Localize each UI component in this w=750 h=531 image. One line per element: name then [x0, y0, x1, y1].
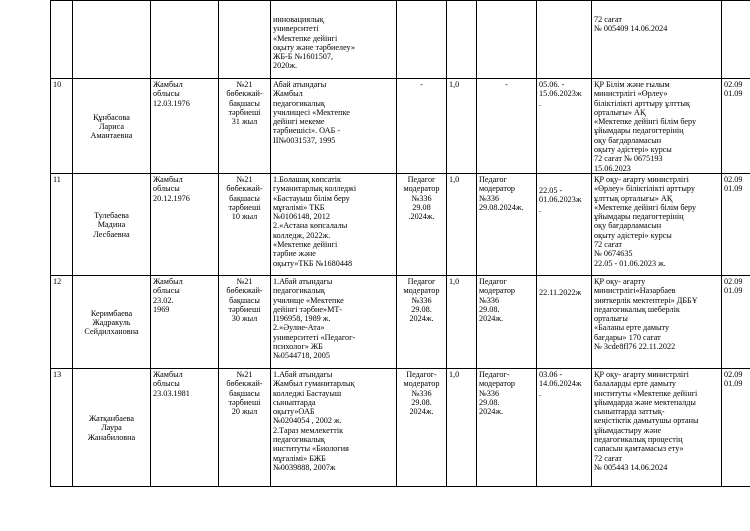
staff-table [50, 0, 750, 487]
moderator-category: Педагог- модератор №336 29.08. 2024ж. [477, 368, 537, 486]
moderator-category [477, 1, 537, 79]
extra-date: 02.09 01.09 [722, 368, 750, 486]
moderator-category: Педагог модератор №336 29.08.2024ж. [477, 173, 537, 275]
table-row [51, 79, 750, 174]
birth-info: Жамбыл облысы 23.02. 1969 [151, 275, 219, 368]
birth-info: Жамбыл облысы 12.03.1976 [151, 79, 219, 174]
employee-name: Жатқанбаева Лаура Жанабиловна [73, 368, 151, 486]
education-info: 1.Абай атындағы Жамбыл гуманитарлық колледжі Бастауыш сыныптарда оқыту»ОАБ №0204054 , 2002 ж. 2.Тараз мемлекеттік педагогикалық институты «Биология мұғалімі» БЖБ №0039888, 2007ж [271, 368, 397, 486]
course-info: ҚР Білім және ғылым министрлігі «Өрлеу» біліктілікті арттыру ұлттық орталығы» АҚ «Мектепке дейінгі білім беру ұйымдары педагогтерінің оқу бағдарламасын оқыту әдістері» курсы 72 сағат № 0675193 15.06.2023 [592, 79, 722, 174]
table-row [51, 368, 750, 486]
row-number: 10 [51, 79, 73, 174]
row-number: 13 [51, 368, 73, 486]
employee-name [73, 1, 151, 79]
table-row [51, 275, 750, 368]
moderator-category: - [477, 79, 537, 174]
education-info: инновациялық университеті «Мектепке дейінгі оқыту және тәрбиелеу» ЖБ-Б №1601507, 2020ж. [271, 1, 397, 79]
course-info: ҚР оқу- ағарту министрлігі балаларды ерте дамыту институты «Мектепке дейінгі ұйымдарда және мектепалды сыныптарда заттық- кеңістіктік дамытушы ортаны ұйымдастыру және педагогикалық процестің сапасын қамтамасыз ету» 72 сағат № 005443 14.06.2024 [592, 368, 722, 486]
category: Педагог модератор №336 29.08. 2024ж. [397, 275, 447, 368]
course-period: 03.06 - 14.06.2024ж . [537, 368, 592, 486]
table-row [51, 173, 750, 275]
extra-date: 02.09 01.09 [722, 79, 750, 174]
course-period: 22.05 - 01.06.2023ж . [537, 173, 592, 275]
course-period [537, 1, 592, 79]
category: - [397, 79, 447, 174]
category: Педагог модератор №336 29.08 .2024ж. [397, 173, 447, 275]
table-row [51, 1, 750, 79]
course-info: ҚР оқу- ағарту министрлігі «Өрлеу» біліктілікті арттыру ұлттық орталығы» АҚ «Мектепке дейінгі білім беру ұйымдары педагогтерінің оқу бағдарламасын оқыту әдістері» курсы 72 сағат № 0674635 22.05 - 01.06.2023 ж. [592, 173, 722, 275]
rate: 1,0 [447, 275, 477, 368]
workplace-info: №21 бөбекжай- бақшасы тәрбиеші 31 жыл [219, 79, 271, 174]
education-info: 1.Болашақ көпсатік гуманитарлық колледжі «Бастауыш білім беру мұғалімі» ТКБ №0106148, 2012 2.«Астана көпсалалы колледж, 2022ж. «Мектепке дейінгі тәрбие және оқыту»ТКБ №1680448 [271, 173, 397, 275]
extra-date: 02.09 01.09 [722, 275, 750, 368]
birth-info: Жамбыл облысы 23.03.1981 [151, 368, 219, 486]
rate [447, 1, 477, 79]
extra-date [722, 1, 750, 79]
education-info: 1.Абай атындағы педагогикалық училище «Мектепке дейінгі тәрбие»МТ- I196958, 1989 ж. 2.«Әулие-Ата» университеті «Педагог- психолог» ЖБ №0544718, 2005 [271, 275, 397, 368]
category [397, 1, 447, 79]
course-info: 72 сағат № 005409 14.06.2024 [592, 1, 722, 79]
employee-name: Тулебаева Мадина Лесбаевна [73, 173, 151, 275]
moderator-category: Педагог модератор №336 29.08. 2024ж. [477, 275, 537, 368]
extra-date: 02.09 01.09 [722, 173, 750, 275]
workplace-info: №21 бөбекжай- бақшасы тәрбиеші 10 жыл [219, 173, 271, 275]
rate: 1,0 [447, 368, 477, 486]
row-number: 12 [51, 275, 73, 368]
row-number: 11 [51, 173, 73, 275]
workplace-info: №21 бөбекжай- бақшасы тәрбиеші 30 жыл [219, 275, 271, 368]
row-number [51, 1, 73, 79]
education-info: Абай атындағы Жамбыл педагогикалық училищесі «Мектепке дейінгі мекеме тәрбиешісі». ОАБ - II№0031537, 1995 [271, 79, 397, 174]
course-info: ҚР оқу- ағарту министрлігі«Назарбаев зияткерлік мектептері» ДББҰ педагогикалық шеберлік орталығы «Баланы ерте дамыту бағдары» 170 сағат № 3cde8fl76 22.11.2022 [592, 275, 722, 368]
workplace-info: №21 бөбекжай- бақшасы тәрбиеші 20 жыл [219, 368, 271, 486]
employee-name: Керимбаева Жадракуль Сейдилхановна [73, 275, 151, 368]
birth-info [151, 1, 219, 79]
course-period: 22.11.2022ж [537, 275, 592, 368]
rate: 1,0 [447, 79, 477, 174]
course-period: 05.06. - 15.06.2023ж . [537, 79, 592, 174]
employee-name: Құнбасова Лариса Амантаевна [73, 79, 151, 174]
birth-info: Жамбыл облысы 20.12.1976 [151, 173, 219, 275]
category: Педагог- модератор №336 29.08. 2024ж. [397, 368, 447, 486]
workplace-info [219, 1, 271, 79]
rate: 1,0 [447, 173, 477, 275]
